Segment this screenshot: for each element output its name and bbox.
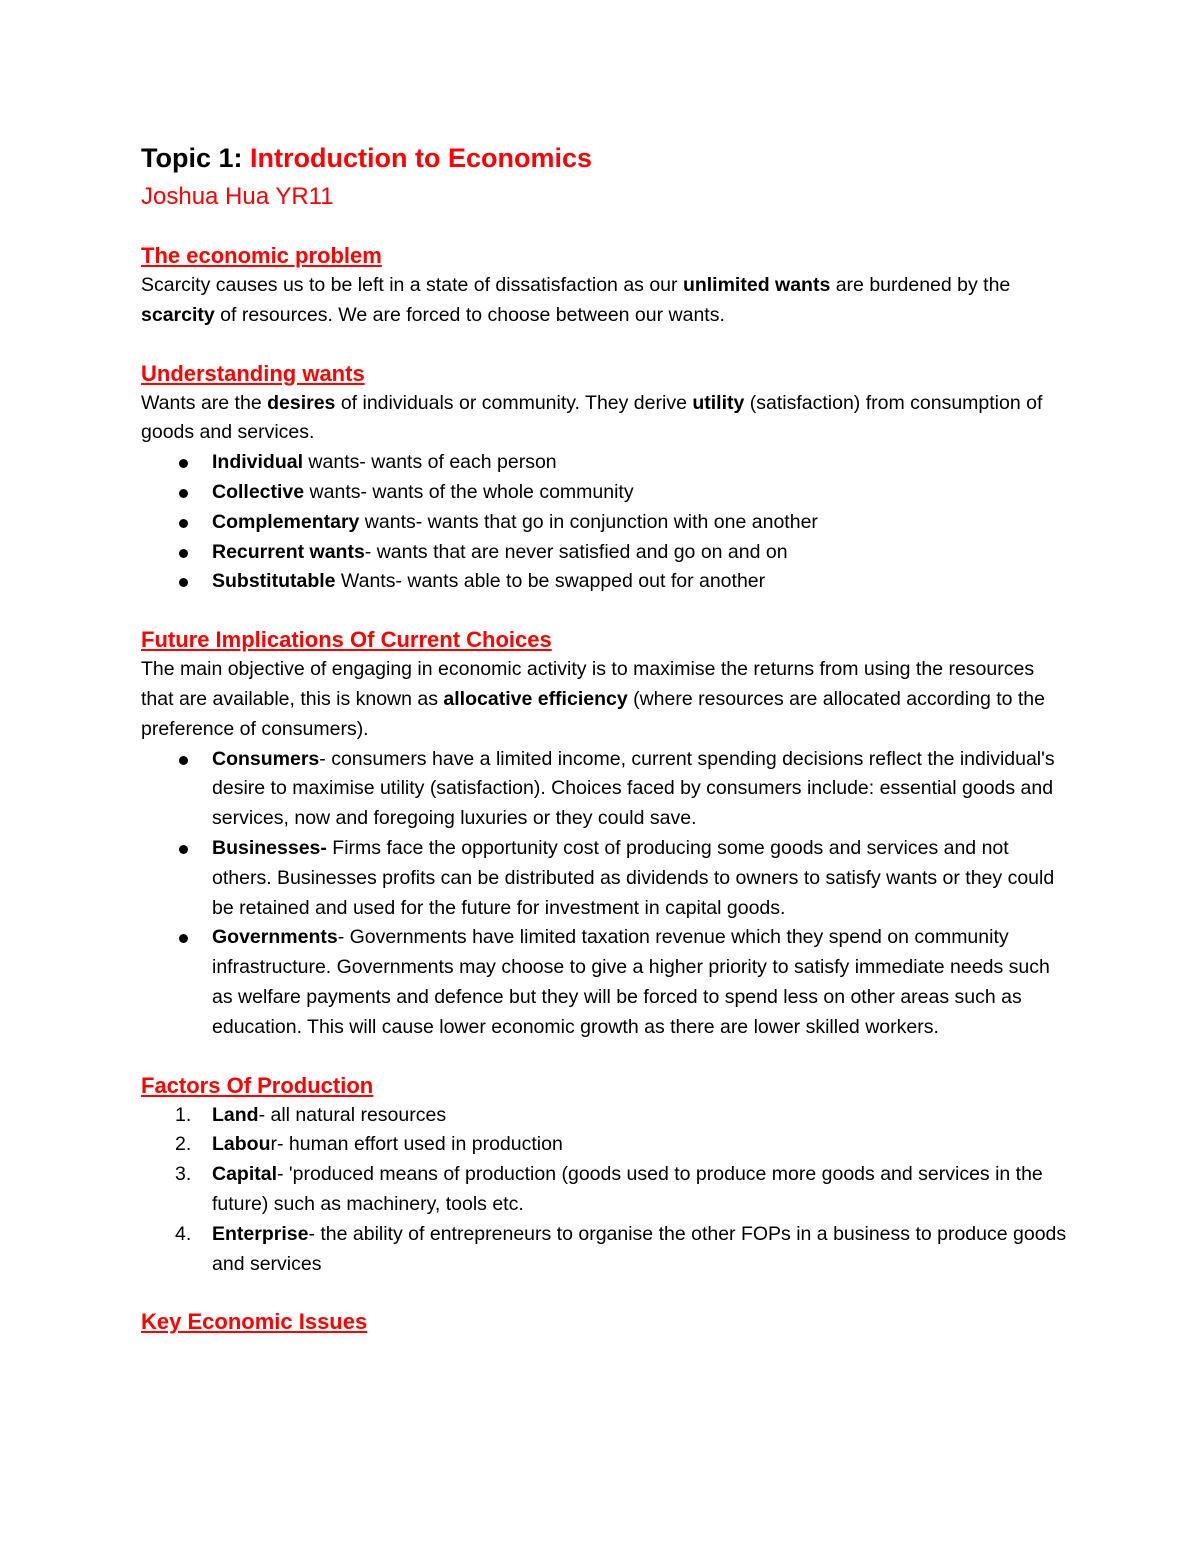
list-item: 4. Enterprise- the ability of entrepreneurs to organise the other FOPs in a business to produce goods and services [175,1222,1067,1275]
list-item: Collective wants- wants of the whole community [141,478,1071,508]
list-item: Businesses- Firms face the opportunity cost of producing some goods and services and not others. Businesses profits can be distributed as dividends to owners to satisfy wants or they could be retained and used for the future for investment in capital goods. [141,834,1071,923]
document-page [141,140,1071,1337]
bullet-icon [179,549,188,558]
choices-list [141,745,1071,1043]
bullet-icon [179,519,188,528]
factors-list [141,1101,1071,1280]
list-item: Individual wants- wants of each person [141,448,1071,478]
heading-understanding-wants: Understanding wants [141,360,365,386]
bullet-icon [179,845,188,854]
bullet-icon [179,934,188,943]
author-line: Joshua Hua YR11 [141,183,334,210]
list-item: Substitutable Wants- wants able to be swapped out for another [141,567,1071,597]
list-item: Governments- Governments have limited taxation revenue which they spend on community infrastructure. Governments may choose to give a higher priority to satisfy immediate needs such as welfare payments and defence but they will be forced to spend less on other areas such as education. This will cause lower economic growth as there are lower skilled workers. [141,923,1071,1042]
title-prefix: Topic 1: [141,143,251,173]
list-item: 1. Land- all natural resources [175,1103,447,1126]
heading-future-implications: Future Implications Of Current Choices [141,627,552,653]
title-main: Introduction to Economics [250,143,593,173]
bullet-icon [179,459,188,468]
bullet-icon [179,756,188,765]
heading-key-economic-issues: Key Economic Issues [141,1309,368,1335]
heading-factors-of-production: Factors Of Production [141,1072,374,1098]
bullet-icon [179,578,188,587]
list-item: 2. Labour- human effort used in production [175,1133,563,1156]
paragraph-economic-problem: Scarcity causes us to be left in a state of dissatisfaction as our unlimited wants are burdened by the scarcity of resources. We are forced to choose between our wants. [141,274,1011,326]
wants-list [141,448,1071,597]
list-item: Consumers- consumers have a limited income, current spending decisions reflect the individual's desire to maximise utility (satisfaction). Choices faced by consumers include: essential goods and services, now and foregoing luxuries or they could save. [141,745,1071,834]
page-title [141,140,1071,176]
heading-economic-problem: The economic problem [141,243,382,268]
list-item: Recurrent wants- wants that are never satisfied and go on and on [141,538,1071,568]
paragraph-future-implications: The main objective of engaging in economic activity is to maximise the returns from using the resources that are available, this is known as allocative efficiency (where resources are allocated according to the preference of consumers). [141,658,1045,740]
list-item: Complementary wants- wants that go in conjunction with one another [141,508,1071,538]
bullet-icon [179,489,188,498]
paragraph-understanding-wants: Wants are the desires of individuals or community. They derive utility (satisfaction) from consumption of goods and services. [141,391,1043,444]
list-item: 3. Capital- 'produced means of production (goods used to produce more goods and services in the future) such as machinery, tools etc. [175,1163,1043,1215]
